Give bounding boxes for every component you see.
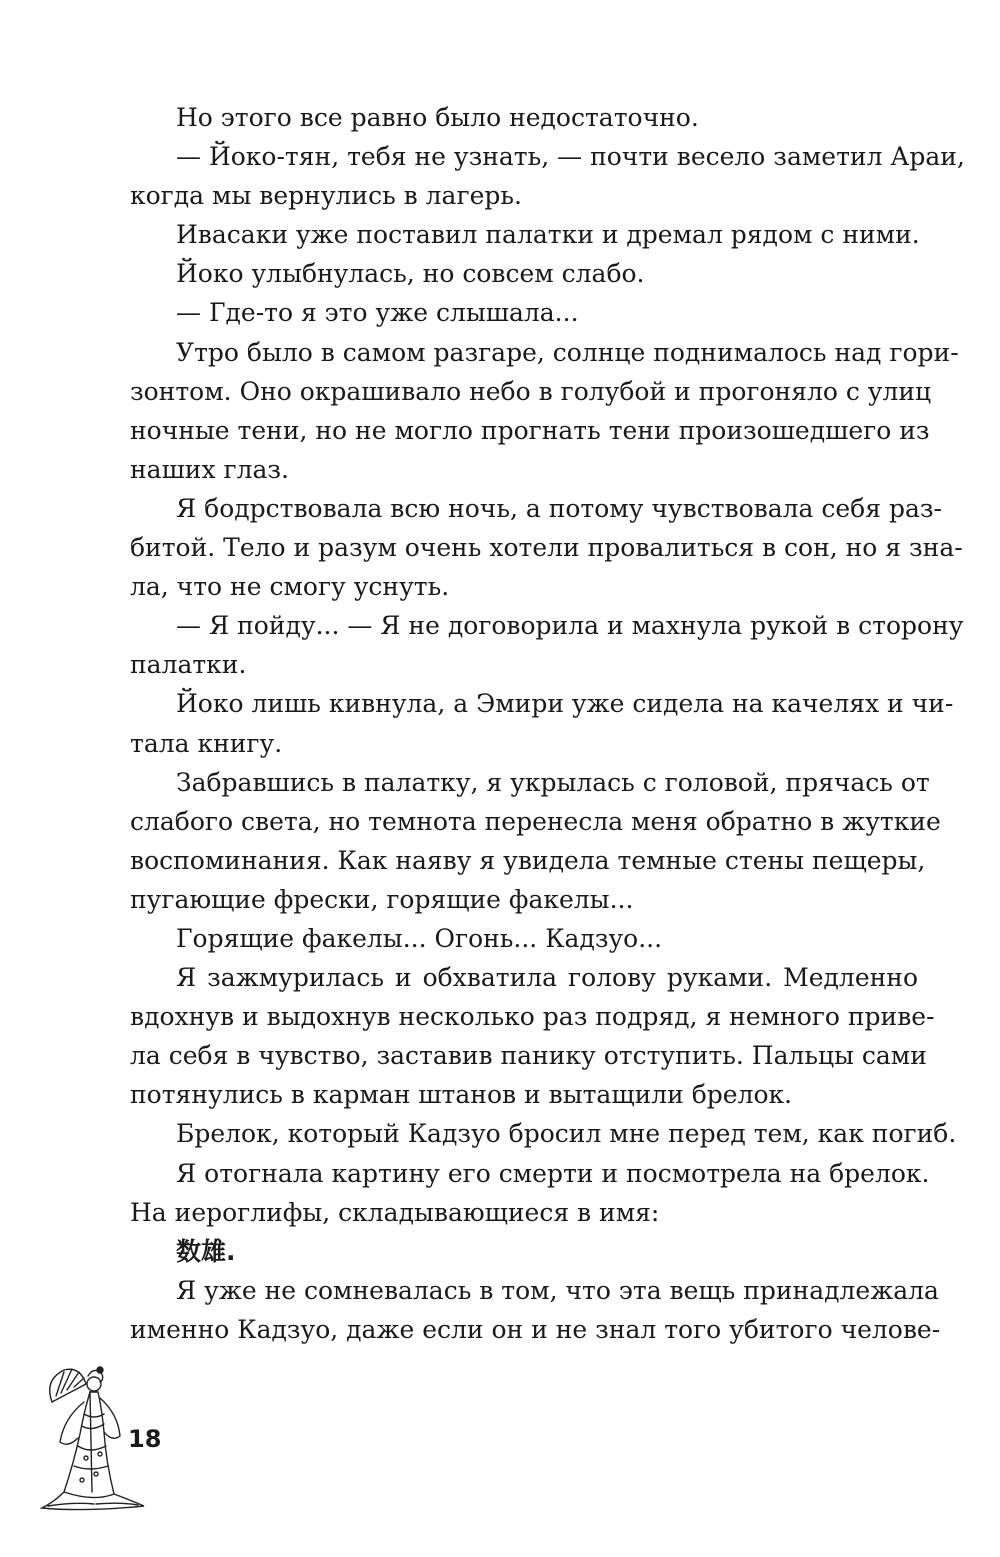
text-line: Я отогнала картину его смерти и посмотрела на брелок. bbox=[176, 1158, 930, 1188]
text-line: Ивасаки уже поставил палатки и дремал рядом с ними. bbox=[176, 220, 920, 250]
text-line: зонтом. Оно окрашивало небо в голубой и прогоняло с улиц bbox=[130, 376, 932, 406]
text-line: Но этого все равно было недостаточно. bbox=[176, 103, 699, 132]
text-line: ночные тени, но не могло прогнать тени произошедшего из bbox=[130, 415, 930, 445]
text-line: потянулись в карман штанов и вытащили брелок. bbox=[130, 1080, 793, 1110]
text-line: слабого света, но темнота перенесла меня обратно в жуткие bbox=[130, 806, 941, 836]
text-line: Забравшись в палатку, я укрылась с головой, прячась от bbox=[176, 767, 930, 797]
text-line: именно Кадзуо, даже если он и не знал того убитого челове- bbox=[130, 1314, 941, 1344]
text-line: наших глаз. bbox=[130, 454, 289, 484]
text-line: Я зажмурилась и обхватила голову руками. Медленно bbox=[176, 963, 918, 993]
text-line: 数雄. bbox=[176, 1236, 236, 1266]
text-line: ла себя в чувство, заставив панику отступить. Пальцы сами bbox=[130, 1041, 927, 1071]
text-line: — Я пойду... — Я не договорила и махнула рукой в сторону bbox=[176, 611, 964, 641]
text-line: тала книгу. bbox=[130, 728, 283, 758]
text-line: Я бодрствовала всю ночь, а потому чувствовала себя раз- bbox=[176, 493, 942, 523]
text-line: пугающие фрески, горящие факелы... bbox=[130, 884, 634, 914]
text-line: битой. Тело и разум очень хотели провалиться в сон, но я зна- bbox=[130, 533, 963, 563]
text-line: — Где-то я это уже слышала... bbox=[176, 298, 579, 328]
text-line: вдохнув и выдохнув несколько раз подряд, я немного приве- bbox=[130, 1002, 935, 1032]
text-line: Брелок, который Кадзуо бросил мне перед тем, как погиб. bbox=[176, 1119, 957, 1149]
text-line: палатки. bbox=[130, 650, 247, 680]
text-line: воспоминания. Как наяву я увидела темные стены пещеры, bbox=[130, 845, 926, 875]
text-line: На иероглифы, складывающиеся в имя: bbox=[130, 1197, 660, 1227]
text-line: Горящие факелы... Огонь... Кадзуо... bbox=[176, 923, 663, 953]
text-line: когда мы вернулись в лагерь. bbox=[130, 181, 522, 211]
text-line: Утро было в самом разгаре, солнце поднималось над гори- bbox=[176, 337, 959, 367]
body-text bbox=[130, 98, 965, 1349]
page-number: 18 bbox=[128, 1425, 162, 1453]
text-line: Йоко улыбнулась, но совсем слабо. bbox=[176, 259, 645, 289]
text-line: Йоко лишь кивнула, а Эмири уже сидела на качелях и чи- bbox=[176, 689, 954, 719]
text-line: ла, что не смогу уснуть. bbox=[130, 572, 450, 602]
text-line: — Йоко-тян, тебя не узнать, — почти весело заметил Араи, bbox=[176, 142, 965, 172]
text-line: Я уже не сомневалась в том, что эта вещь принадлежала bbox=[176, 1275, 939, 1305]
